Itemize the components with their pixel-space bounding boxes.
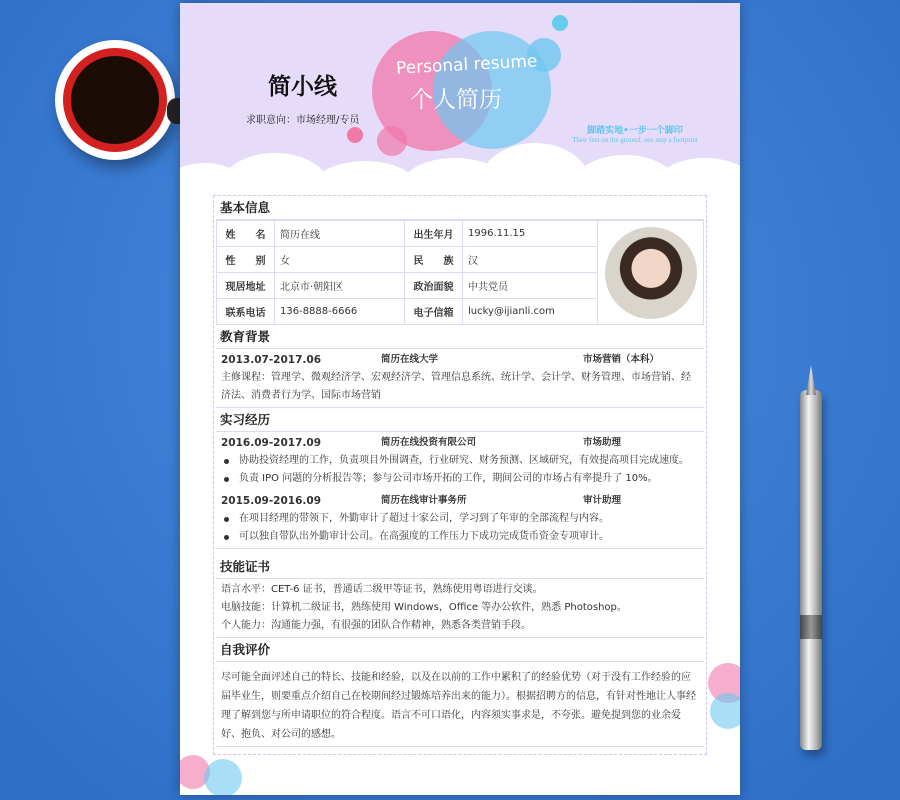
- motto: [560, 123, 710, 144]
- organization: 简历在线审计事务所: [381, 495, 467, 506]
- value: lucky@ijianli.com: [463, 299, 598, 325]
- skill-line: 个人能力：沟通能力强，有很强的团队合作精神，熟悉各类营销手段。: [221, 620, 531, 631]
- bubble: [710, 693, 740, 729]
- section-title-internship: 实习经历: [216, 408, 704, 432]
- job-intent: 求职意向：市场经理/专员: [246, 115, 360, 126]
- role: 审计助理: [583, 495, 622, 506]
- title-en: Personal resume: [395, 51, 538, 79]
- pen-image: [800, 390, 822, 750]
- list-item: 负责 IPO 问题的分析报告等；参与公司市场开拓的工作，期间公司的市场占有率提升了 10%。: [221, 470, 699, 488]
- list-item: 协助投资经理的工作，负责项目外围调查，行业研究、财务预测、区域研究，有效提高项目完成速度。: [221, 452, 699, 470]
- value: 中共党员: [463, 273, 598, 299]
- major: 市场营销（本科）: [583, 354, 660, 365]
- bubble: [552, 15, 568, 31]
- bubble: [204, 759, 242, 795]
- coffee-cup-image: [55, 40, 175, 160]
- label: 现居地址: [217, 273, 275, 299]
- value: 简历在线: [275, 221, 405, 247]
- skill-line: 电脑技能：计算机二级证书，熟练使用 Windows，Office 等办公软件，熟悉 Photoshop。: [221, 602, 627, 613]
- list-item: 在项目经理的带领下，外勤审计了超过十家公司，学习到了年审的全部流程与内容。: [221, 510, 699, 528]
- self-evaluation-text: 尽可能全面评述自己的特长、技能和经验，以及在以前的工作中累积了的经验优势（对于没有工作经验的应届毕业生，则要重点介绍自己在校期间经过锻炼培养出来的能力）。根据招聘方的信息，有针对性地让人事经理了解到您与所申请职位的符合程度。语言不可口语化，内容须实事求是，不夸张。避免提到您的业余爱好、抱负、对公司的感想。: [216, 666, 704, 747]
- motto-cn: 脚踏实地•一步一个脚印: [587, 126, 683, 136]
- internship-block: [216, 432, 704, 549]
- date: 2016.09-2017.09: [221, 437, 322, 449]
- section-title-self: 自我评价: [216, 638, 704, 662]
- label: 电子信箱: [405, 299, 463, 325]
- profile-photo: [605, 227, 697, 319]
- skills-block: [216, 579, 704, 638]
- value: 北京市·朝阳区: [275, 273, 405, 299]
- label: 联系电话: [217, 299, 275, 325]
- school: 简历在线大学: [381, 354, 439, 365]
- value: 136-8888-6666: [275, 299, 405, 325]
- candidate-name: 简小线: [268, 74, 337, 100]
- courses: 主修课程：管理学、微观经济学、宏观经济学、管理信息系统、统计学、会计学、财务管理、市场营销、经济法、消费者行为学、国际市场营销: [221, 372, 691, 401]
- photo-cell: [598, 221, 704, 325]
- list-item: 可以独自带队出外勤审计公司。在高强度的工作压力下成功完成货币资金专项审计。: [221, 528, 699, 546]
- section-title-skills: 技能证书: [216, 555, 704, 579]
- organization: 简历在线投资有限公司: [381, 437, 477, 448]
- resume-header: [180, 3, 740, 193]
- section-title-basic: 基本信息: [216, 196, 704, 220]
- skill-line: 语言水平：CET-6 证书，普通话二级甲等证书，熟练使用粤语进行交谈。: [221, 584, 543, 595]
- basic-info-table: [216, 220, 704, 325]
- label: 姓 名: [217, 221, 275, 247]
- label: 性 别: [217, 247, 275, 273]
- value: 1996.11.15: [463, 221, 598, 247]
- label: 政治面貌: [405, 273, 463, 299]
- date: 2015.09-2016.09: [221, 495, 322, 507]
- value: 女: [275, 247, 405, 273]
- bubble: [377, 126, 407, 156]
- bubble: [347, 127, 363, 143]
- date: 2013.07-2017.06: [221, 354, 322, 366]
- value: 汉: [463, 247, 598, 273]
- label: 民 族: [405, 247, 463, 273]
- section-title-education: 教育背景: [216, 325, 704, 349]
- motto-en: Their feet on the ground, one step a footprint: [572, 136, 698, 144]
- table-row: [217, 221, 704, 247]
- education-block: [216, 349, 704, 408]
- label: 出生年月: [405, 221, 463, 247]
- role: 市场助理: [583, 437, 622, 448]
- resume-content: [213, 195, 707, 755]
- resume-sheet: [180, 3, 740, 795]
- title-cn: 个人简历: [410, 87, 502, 113]
